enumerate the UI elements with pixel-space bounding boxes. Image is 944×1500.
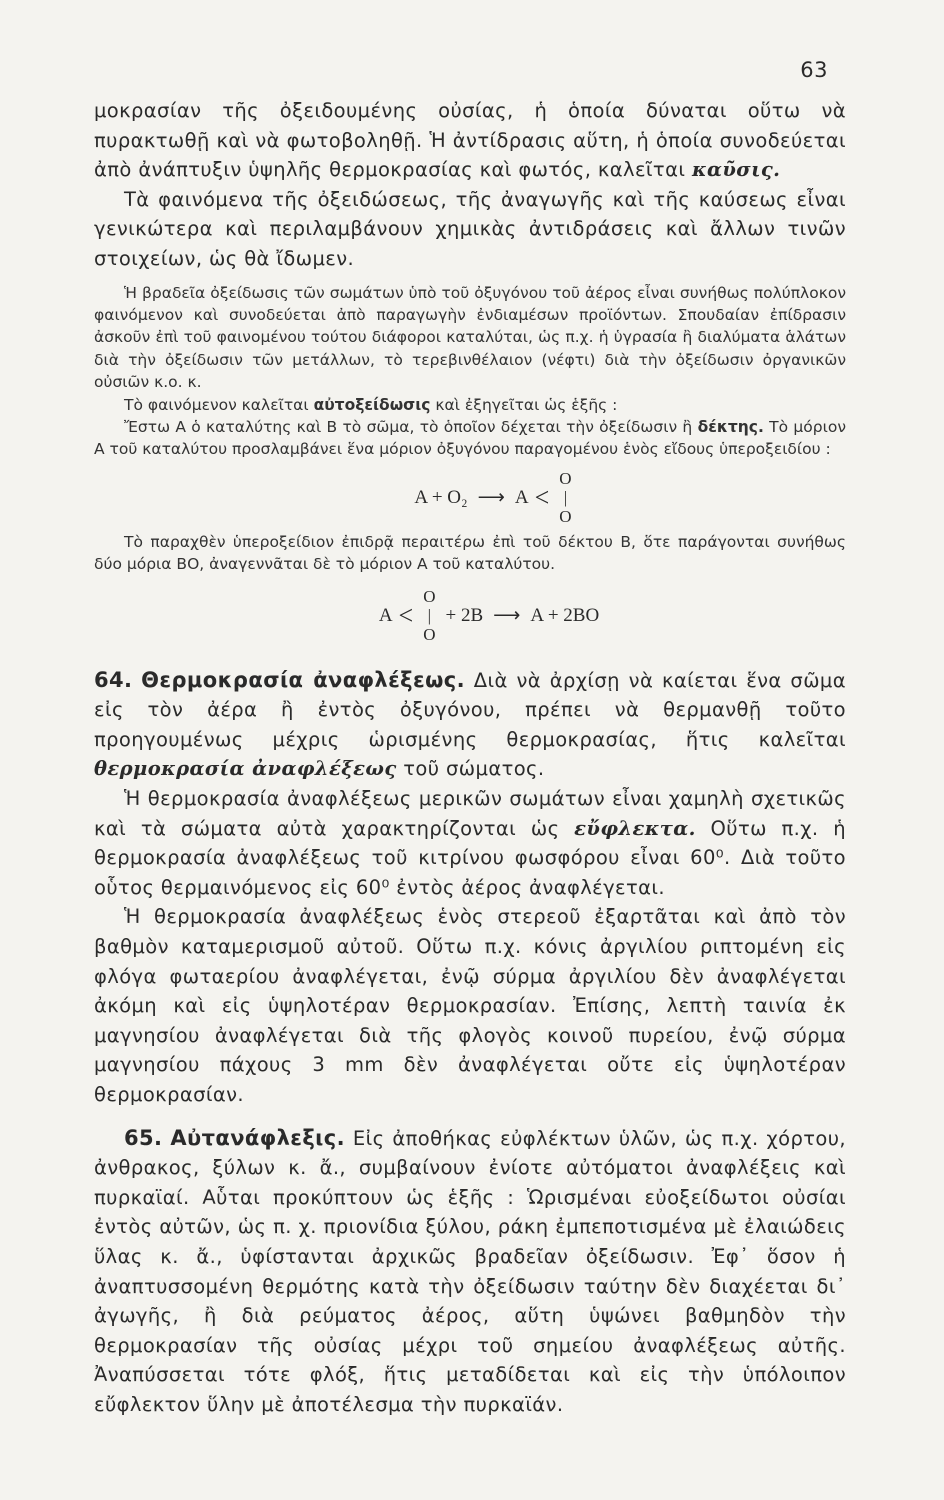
equation-regeneration [132, 580, 846, 652]
eq-oxygen-bottom: O [423, 625, 436, 645]
section-64 [94, 666, 846, 784]
paragraph-catalyst [94, 416, 846, 461]
term-kausis: καῦσις. [691, 158, 781, 182]
term-ignition-temperature: θερμοκρασία ἀναφλέξεως [94, 757, 397, 781]
eq-peroxide-group [423, 587, 435, 644]
paragraph-dispersion: Ἡ θερμοκρασία ἀναφλέξεως ἑνὸς στερεοῦ ἐξαρτᾶται καὶ ἀπὸ τὸν βαθμὸν καταμερισμοῦ αὐτοῦ. Οὕτω π.χ. κόνις ἀργιλίου ριπτομένη εἰς φλόγα φωταερίου ἀναφλέγεται, ἐνῷ σύρμα ἀργιλίου δὲν ἀναφλέγεται ἀκόμη καὶ εἰς ὑψηλοτέραν θερμοκρασίαν. Ἐπίσης, λεπτὴ ταινία ἐκ μαγνησίου ἀναφλέγεται διὰ τῆς φλογὸς κοινοῦ πυρείου, ἐνῷ σύρμα μαγνησίου πάχους 3 mm δὲν ἀναφλέγεται οὔτε εἰς ὑψηλοτέραν θερμοκρασίαν. [94, 905, 846, 1106]
eq-oxygen-bottom: O [559, 507, 572, 527]
eq-peroxide-group [559, 469, 571, 526]
eq-oxygen-top: O [423, 587, 436, 607]
eq-oxygen-top: O [559, 469, 572, 489]
paragraph-text: Οὕτω π.χ. ἡ θερμοκρασία ἀναφλέξεως τοῦ κιτρίνου φωσφόρου εἶναι 60⁰. Διὰ τοῦτο οὗτος θερμαινόμενος εἰς 60⁰ ἐντὸς ἀέρος ἀναφλέγεται. [94, 816, 846, 899]
page-number: 63 [800, 58, 828, 82]
section-number: 64. [94, 667, 133, 692]
eq-bond: | [563, 488, 568, 508]
paragraph-text: Διὰ νὰ ἀρχίσῃ νὰ καίεται ἕνα σῶμα εἰς τὸν ἀέρα ἢ ἐντὸς ὀξυγόνου, πρέπει νὰ θερμανθῇ τοῦτο προηγουμένως μέχρις ὡρισμένης θερμοκρασίας, ἥτις καλεῖται [94, 668, 846, 751]
page-body [94, 96, 846, 1419]
section-title: Θερμοκρασία ἀναφλέξεως. [141, 667, 465, 692]
paragraph-slow-oxidation: Ἡ βραδεῖα ὀξείδωσις τῶν σωμάτων ὑπὸ τοῦ ὀξυγόνου τοῦ ἀέρος εἶναι συνήθως πολύπλοκον φαινόμενον καὶ συνοδεύεται ἀπὸ παραγωγὴν ἐνδιαμέσων προϊόντων. Σπουδαίαν ἐπίδρασιν ἀσκοῦν ἐπὶ τοῦ φαινομένου τούτου διάφοροι καταλύται, ὡς π.χ. ἡ ὑγρασία ἢ διαλύματα ἁλάτων διὰ τὴν ὀξείδωσιν τῶν μετάλλων, τὸ τερεβινθέλαιον (νέφτι) διὰ τὴν ὀξείδωσιν ὀργανικῶν οὐσιῶν κ.ο. κ. [94, 283, 846, 392]
paragraph-combustion [94, 96, 846, 185]
bond-angle-icon: < [398, 600, 414, 630]
term-acceptor: δέκτης. [697, 418, 764, 436]
term-flammable: εὔφλεκτα. [574, 816, 696, 840]
eq-products: A + 2BO [530, 604, 600, 626]
term-autoxidation: αὐτοξείδωσις [313, 395, 431, 414]
section-number: 65. [124, 1125, 163, 1150]
section-title: Αὐτανάφλεξις. [170, 1125, 345, 1150]
paragraph-text: καὶ ἐξηγεῖται ὡς ἑξῆς : [435, 395, 618, 414]
section-65 [94, 1124, 846, 1420]
eq-catalyst: A [378, 604, 393, 626]
paragraph-flammable [94, 784, 846, 902]
paragraph-text: μοκρασίαν τῆς ὀξειδουμένης οὐσίας, ἡ ὁποία δύναται οὕτω νὰ πυρακτωθῇ καὶ νὰ φωτοβοληθῇ. Ἡ ἀντίδρασις αὕτη, ἡ ὁποία συνοδεύεται ἀπὸ ἀνάπτυξιν ὑψηλῆς θερμοκρασίας καὶ φωτός, καλεῖται [94, 99, 846, 182]
paragraph-text: Τὸ μόριον Α τοῦ καταλύτου προσλαμβάνει ἕνα μόριον ὀξυγόνου παραγομένου ἑνὸς εἴδους ὑπεροξειδίου : [94, 418, 846, 459]
arrow-icon: ⟶ [493, 605, 521, 627]
paragraph-text: Τὸ φαινόμενον καλεῖται [124, 395, 309, 414]
bond-angle-icon: < [534, 482, 550, 512]
paragraph-text: τοῦ σώματος. [403, 757, 545, 781]
arrow-icon: ⟶ [477, 487, 505, 509]
paragraph-text: Ἡ θερμοκρασία ἀναφλέξεως μερικῶν σωμάτων εἶναι χαμηλὴ σχετικῶς καὶ τὰ σώματα αὐτὰ χαρακτηρίζονται ὡς [94, 787, 846, 840]
eq-reactants: A + O₂ [414, 486, 468, 508]
equation-peroxide-formation [140, 465, 846, 531]
eq-bond: | [427, 606, 432, 626]
paragraph-text: Εἰς ἀποθήκας εὐφλέκτων ὑλῶν, ὡς π.χ. χόρτου, ἀνθρακος, ξύλων κ. ἄ., συμβαίνουν ἐνίοτε αὐτόματοι ἀναφλέξεις καὶ πυρκαϊαί. Αὗται προκύπτουν ὡς ἑξῆς : Ὡρισμέναι εὐοξείδωτοι οὐσίαι ἐντὸς αὐτῶν, ὡς π. χ. πριονίδια ξύλου, ράκη ἐμπεποτισμένα μὲ ἐλαιώδεις ὕλας κ. ἄ., ὑφίστανται ἀρχικῶς βραδεῖαν ὀξείδωσιν. Ἐφ᾽ ὅσον ἡ ἀναπτυσσομένη θερμότης κατὰ τὴν ὀξείδωσιν ταύτην δὲν διαχέεται δι᾽ ἀγωγῆς, ἢ διὰ ρεύματος ἀέρος, αὕτη ὑψώνει βαθμηδὸν τὴν θερμοκρασίαν τῆς οὐσίας μέχρι τοῦ σημείου ἀναφλέξεως αὐτῆς. Ἀναπύσσεται τότε φλόξ, ἥτις μεταδίδεται καὶ εἰς τὴν ὑπόλοιπον εὔφλεκτον ὕλην μὲ ἀποτέλεσμα τὴν πυρκαϊάν. [94, 1126, 846, 1416]
paragraph-phenomena: Τὰ φαινόμενα τῆς ὀξειδώσεως, τῆς ἀναγωγῆς καὶ τῆς καύσεως εἶναι γενικώτερα καὶ περιλαμβάνουν χημικὰς ἀντιδράσεις καὶ ἄλλων τινῶν στοιχείων, ὡς θὰ ἴδωμεν. [94, 187, 846, 270]
eq-acceptor: + 2B [445, 604, 484, 626]
eq-catalyst: A [514, 486, 529, 508]
paragraph-peroxide-action: Τὸ παραχθὲν ὑπεροξείδιον ἐπιδρᾷ περαιτέρω ἐπὶ τοῦ δέκτου Β, ὅτε παράγονται συνήθως δύο μόρια ΒΟ, ἀναγεννᾶται δὲ τὸ μόριον Α τοῦ καταλύτου. [94, 532, 846, 574]
paragraph-text: Ἔστω Α ὁ καταλύτης καὶ Β τὸ σῶμα, τὸ ὁποῖον δέχεται τὴν ὀξείδωσιν ἢ [124, 418, 693, 436]
paragraph-autoxidation [94, 394, 846, 416]
